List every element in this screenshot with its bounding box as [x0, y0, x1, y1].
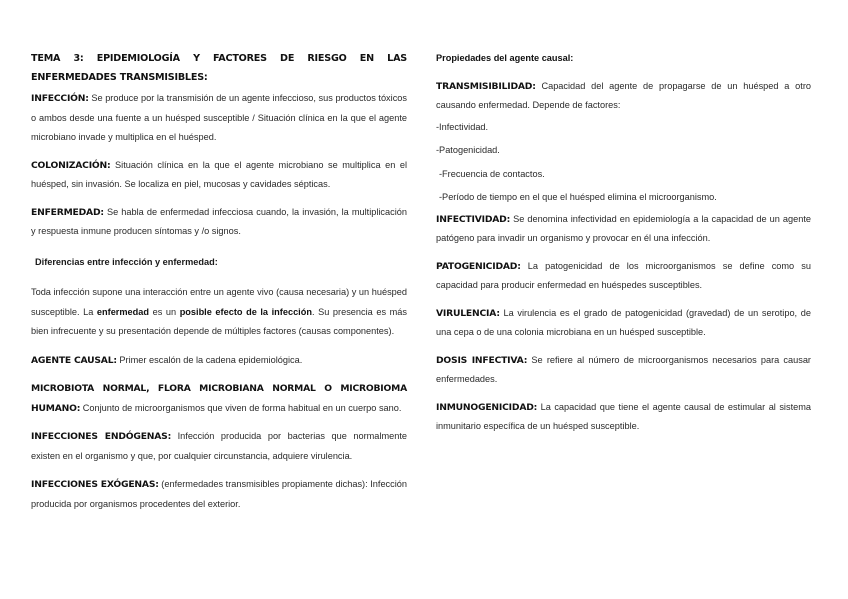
definition-text: Se produce por la transmisión de un agente infeccioso, sus productos tóxicos o ambos desde una fuente a un huésped susceptible / Situación clínica en la que el agente microbiano invade y multiplica en el huésped. — [31, 93, 407, 142]
term-virulencia: VIRULENCIA: — [436, 307, 500, 319]
term-agente-causal: AGENTE CAUSAL: — [31, 354, 117, 366]
list-item: -Patogenicidad. — [436, 145, 500, 155]
list-item: -Período de tiempo en el que el huésped elimina el microorganismo. — [439, 192, 717, 202]
definition-virulencia — [436, 304, 811, 343]
definition-enfermedad — [31, 203, 407, 242]
term-enfermedad: ENFERMEDAD: — [31, 206, 104, 218]
term-colonizacion: COLONIZACIÓN: — [31, 159, 111, 171]
left-column — [31, 49, 407, 514]
definition-text: Se refiere al número de microorganismos necesarios para causar enfermedades. — [436, 354, 811, 384]
term-patogenicidad: PATOGENICIDAD: — [436, 260, 521, 272]
definition-infectividad — [436, 210, 811, 249]
definition-text: Capacidad del agente de propagarse de un huésped a otro causando enfermedad. Depende de factores: — [436, 80, 811, 110]
term-microbiota: MICROBIOTA NORMAL, FLORA MICROBIANA NORMAL O MICROBIOMA HUMANO: — [31, 383, 407, 414]
list-item: -Frecuencia de contactos. — [439, 168, 545, 179]
definition-text: Infección producida por bacterias que normalmente existen en el organismo y que, por cualquier circunstancia, adquiere virulencia. — [31, 431, 407, 461]
definition-dosis-infectiva — [436, 351, 811, 390]
term-infecciones-exogenas: INFECCIONES EXÓGENAS: — [31, 479, 159, 490]
definition-text: Se habla de enfermedad infecciosa cuando, la invasión, la multiplicación y respuesta inmune producen síntomas y /o signos. — [31, 206, 407, 236]
list-item: -Infectividad. — [436, 121, 489, 132]
factores-list — [436, 116, 811, 210]
definition-colonizacion — [31, 156, 407, 195]
paragraph-text: es un — [149, 306, 180, 317]
section-heading-diferencias: Diferencias entre infección y enfermedad: — [35, 256, 218, 267]
term-transmisibilidad: TRANSMISIBILIDAD: — [436, 80, 536, 92]
term-dosis-infectiva: DOSIS INFECTIVA: — [436, 354, 528, 366]
term-infecciones-endogenas: INFECCIONES ENDÓGENAS: — [31, 431, 172, 442]
definition-text: La patogenicidad de los microorganismos se define como su capacidad para producir enfermedad en huéspedes susceptibles. — [436, 260, 811, 290]
bold-enfermedad: enfermedad — [96, 306, 149, 317]
paragraph-text: Toda infección supone una interacción entre un agente vivo (causa necesaria) y un huésped susceptible. La — [31, 287, 407, 317]
definition-infecciones-exogenas — [31, 475, 407, 514]
definition-text: La capacidad que tiene el agente causal de estimular al sistema inmunitario específica de un huésped susceptible. — [436, 401, 811, 431]
section-heading-propiedades: Propiedades del agente causal: — [436, 53, 574, 63]
definition-text: Situación clínica en la que el agente microbiano se multiplica en el huésped, sin invasión. Se localiza en piel, mucosas y cavidades sépticas. — [31, 159, 407, 189]
definition-agente-causal — [31, 351, 407, 371]
definition-transmisibilidad — [436, 77, 811, 116]
definition-infecciones-endogenas — [31, 427, 407, 466]
definition-text: Primer escalón de la cadena epidemiológica. — [116, 354, 303, 365]
definition-microbiota — [31, 379, 407, 418]
paragraph-diferencias — [31, 283, 407, 342]
definition-inmunogenicidad — [436, 398, 811, 437]
term-infectividad: INFECTIVIDAD: — [436, 213, 511, 225]
definition-text: La virulencia es el grado de patogenicidad (gravedad) de un serotipo, de una cepa o de una colonia microbiana en un huésped susceptible. — [436, 307, 811, 337]
term-inmunogenicidad: INMUNOGENICIDAD: — [436, 401, 538, 413]
definition-text: Se denomina infectividad en epidemiología a la capacidad de un agente patógeno para invadir un organismo y provocar en él una infección. — [436, 213, 811, 243]
definition-text: Conjunto de microorganismos que viven de forma habitual en un cuerpo sano. — [80, 402, 402, 413]
definition-patogenicidad — [436, 257, 811, 296]
definition-infeccion — [31, 89, 407, 148]
paragraph-text: . Su presencia es más bien infrecuente y su presentación depende de múltiples factores (causas componentes). — [31, 306, 407, 336]
bold-posible-efecto: posible efecto de la infección — [179, 306, 312, 317]
right-column — [436, 49, 811, 437]
document-title: TEMA 3: EPIDEMIOLOGÍA Y FACTORES DE RIESGO EN LAS ENFERMEDADES TRANSMISIBLES: — [31, 53, 407, 83]
term-infeccion: INFECCIÓN: — [31, 93, 89, 104]
definition-text: (enfermedades transmisibles propiamente dichas): Infección producida por organismos procedentes del exterior. — [31, 479, 407, 509]
